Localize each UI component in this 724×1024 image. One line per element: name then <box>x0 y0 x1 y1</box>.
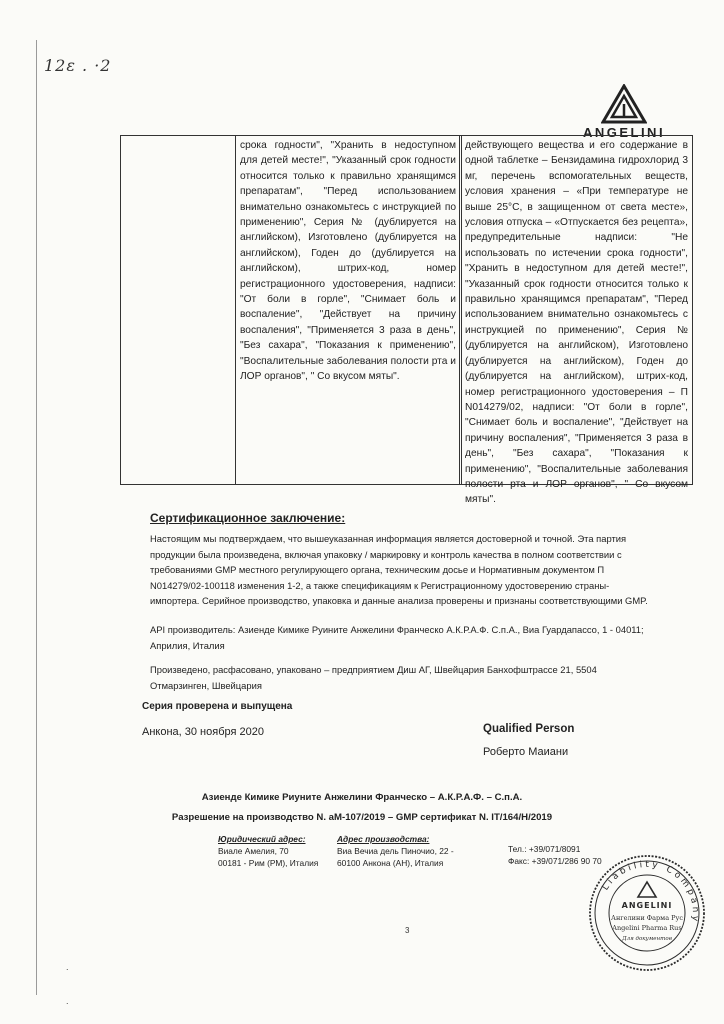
company-stamp <box>586 852 708 974</box>
certification-body: Настоящим мы подтверждаем, что вышеуказанная информация является достоверной и точной. Эта партия продукции была произведена, включая упаковку / маркировку и контроль качества в полном соответствии с требованиями GMP местного регулирующего органа, техническим досье и Нормативным документом П N014279/02-100118 изменения 1-2, а также спецификациям к Регистрационному удостоверению страны-импортера. Серийное производство, упаковка и данные анализа проверены и признаны соответствующими GMP. <box>150 533 648 607</box>
production-address <box>337 833 465 870</box>
qualified-person-name: Роберто Маиани <box>483 746 569 758</box>
page-number: 3 <box>405 926 410 935</box>
handwritten-mark: 12ε . ·2 <box>44 56 112 75</box>
series-released: Серия проверена и выпущена <box>142 701 293 712</box>
stamp-center-text: ANGELINI <box>621 901 673 910</box>
certification-title: Сертификационное заключение: <box>150 511 346 525</box>
production-address-heading: Адрес производства: <box>337 834 430 844</box>
table-column-divider <box>235 135 236 485</box>
qualified-person-title: Qualified Person <box>483 723 575 735</box>
legal-address-line: 00181 - Рим (РМ), Италия <box>218 858 319 869</box>
company-name: Азиенде Кимике Риуните Анжелини Франческо – А.К.Р.А.Ф. – С.п.А. <box>201 792 523 803</box>
permits-line: Разрешение на производство N. аМ-107/2019 – GMP сертификат N. IT/164/H/2019 <box>171 812 553 823</box>
table-column-divider <box>459 135 462 485</box>
table-cell-middle: срока годности", "Хранить в недоступном для детей месте!", "Указанный срок годности относится только к правильно хранящимся препаратам", "Перед использованием внимательно ознакомьтесь с инструкцией по применению", Серия № (дублируется на английском), Изготовлено (дублируется на английском), Годен до (дублируется на английском), штрих-код, номер регистрационного удостоверения, надписи: "От боли в горле", "Снимает боль и воспаление", "Действует на причину воспаления", "Применяется 3 раза в день", "Без сахара", "Показания к применению", "Воспалительные заболевания полости рта и ЛОР органов", " Со вкусом мяты". <box>240 140 456 383</box>
city-date: Анкона, 30 ноября 2020 <box>142 726 264 738</box>
production-address-line: Виа Вечиа дель Пиночио, 22 - <box>337 846 454 857</box>
scan-speck: . <box>66 996 69 1006</box>
left-margin-line <box>36 40 37 995</box>
angelini-logo <box>576 84 672 140</box>
producer-statement: Произведено, расфасовано, упаковано – предприятием Диш АГ, Швейцария Банхофштрассе 21, 5504 Отмарзинген, Швейцария <box>150 664 597 691</box>
scan-speck: . <box>66 962 69 972</box>
legal-address <box>218 833 330 870</box>
stamp-line-ru: Ангелини Фарма Рус <box>611 914 683 922</box>
table-cell-right: действующего вещества и его содержание в одной таблетке – Бензидамина гидрохлорид 3 мг, перечень вспомогательных веществ, условия хранения – «При температуре не выше 25°С, в защищенном от света месте», условия отпуска – «Отпускается без рецепта», предупредительные надписи: "Не использовать по истечении срока годности", "Хранить в недоступном для детей месте!", "Указанный срок годности относится только к правильно хранящимся препаратам", "Перед использованием внимательно ознакомьтесь с инструкцией по применению", Серия № (дублируется на английском), Изготовлено (дублируется на английском), Годен до (дублируется на английском), штрих-код, номер регистрационного удостоверения – П N014279/02, надписи: "От боли в горле", "Снимает боль и воспаление", "Действует на причину воспаления", "Применяется 3 раза в день", "Без сахара", "Показания к применению", "Воспалительные заболевания полости рта и ЛОР органов", " Со вкусом мяты". <box>465 140 688 506</box>
phone-number: Тел.: +39/071/8091 <box>508 844 581 854</box>
angelini-triangle-icon <box>601 84 647 124</box>
production-address-line: 60100 Анкона (АН), Италия <box>337 858 444 869</box>
stamp-line-docs: Для документов <box>622 936 672 942</box>
stamp-line-en: Angelini Pharma Rus <box>612 924 682 932</box>
brand-name: ANGELINI <box>582 125 666 140</box>
legal-address-heading: Юридический адрес: <box>218 834 306 844</box>
stamp-ring-text: Liability Company <box>600 859 701 925</box>
legal-address-line: Виале Амелия, 70 <box>218 846 289 857</box>
fax-number: Факс: +39/071/286 90 70 <box>508 856 602 867</box>
api-producer: API производитель: Азиенде Кимике Руините Анжелини Франческо А.К.Р.А.Ф. С.п.А., Виа Гуардапассо, 1 - 04011; Априлия, Италия <box>150 624 644 651</box>
company-seal-icon <box>586 852 708 974</box>
